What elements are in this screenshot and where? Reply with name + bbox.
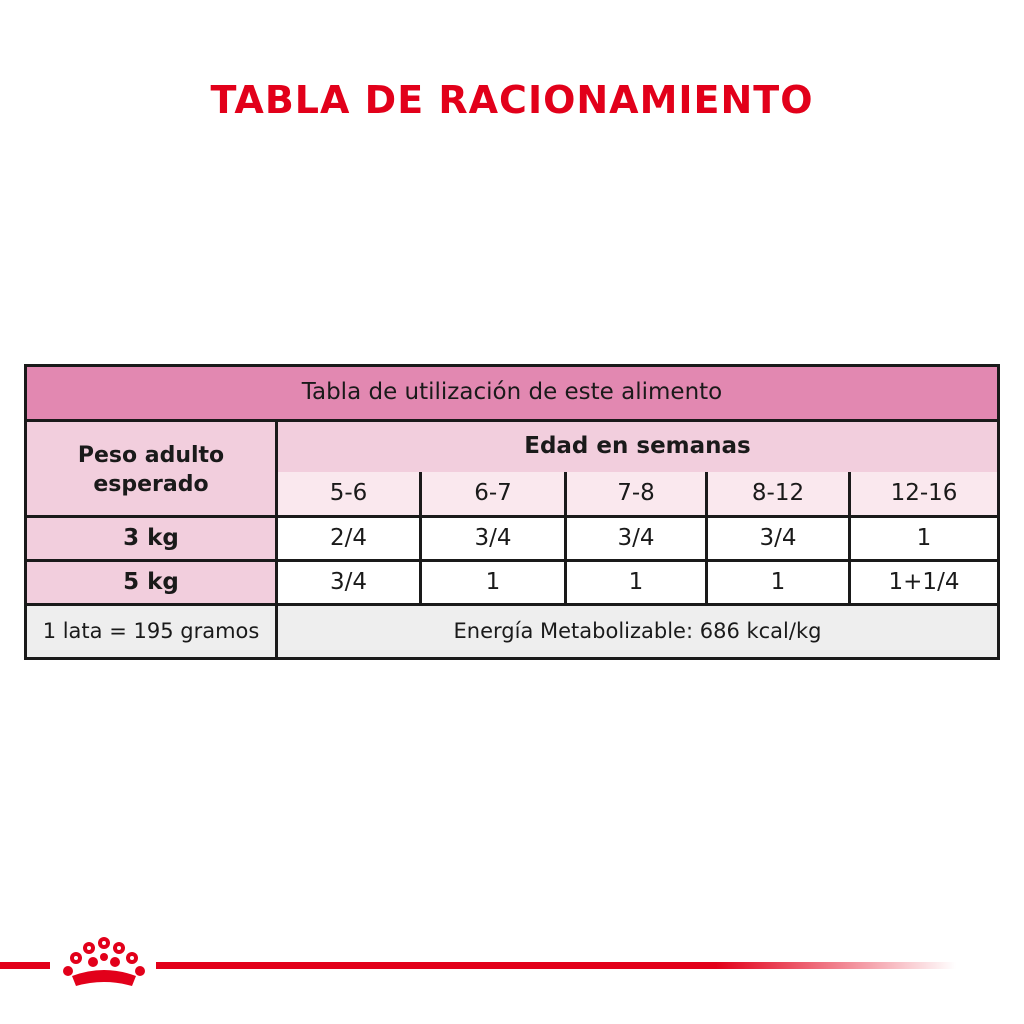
weight-header-line-2: esperado <box>93 471 209 497</box>
feeding-table <box>24 364 1000 660</box>
table-banner: Tabla de utilización de este alimento <box>27 367 997 422</box>
metabolizable-energy-note: Energía Metabolizable: 686 kcal/kg <box>278 606 997 657</box>
weight-header-line-1: Peso adulto <box>77 442 225 468</box>
ration-cell: 3/4 <box>708 518 851 562</box>
can-weight-note: 1 lata = 195 gramos <box>27 606 278 657</box>
page-title: TABLA DE RACIONAMIENTO <box>210 78 814 122</box>
age-cell: 8-12 <box>708 472 851 518</box>
age-cell: 6-7 <box>422 472 567 518</box>
ration-cell: 1 <box>708 562 851 606</box>
ration-cell: 2/4 <box>278 518 422 562</box>
age-cell: 5-6 <box>278 472 422 518</box>
ration-cell: 1 <box>567 562 708 606</box>
footer-line-right <box>156 962 956 969</box>
age-header: Edad en semanas <box>278 422 997 472</box>
weight-label: 3 kg <box>27 518 278 562</box>
crown-icon <box>58 936 150 992</box>
ration-cell: 3/4 <box>567 518 708 562</box>
weight-header <box>27 422 278 518</box>
ration-cell: 3/4 <box>278 562 422 606</box>
age-cell: 7-8 <box>567 472 708 518</box>
ration-cell: 1 <box>422 562 567 606</box>
weight-label: 5 kg <box>27 562 278 606</box>
age-cell: 12-16 <box>851 472 997 518</box>
ration-cell: 1+1/4 <box>851 562 997 606</box>
footer-line-left <box>0 962 50 969</box>
ration-cell: 3/4 <box>422 518 567 562</box>
ration-cell: 1 <box>851 518 997 562</box>
